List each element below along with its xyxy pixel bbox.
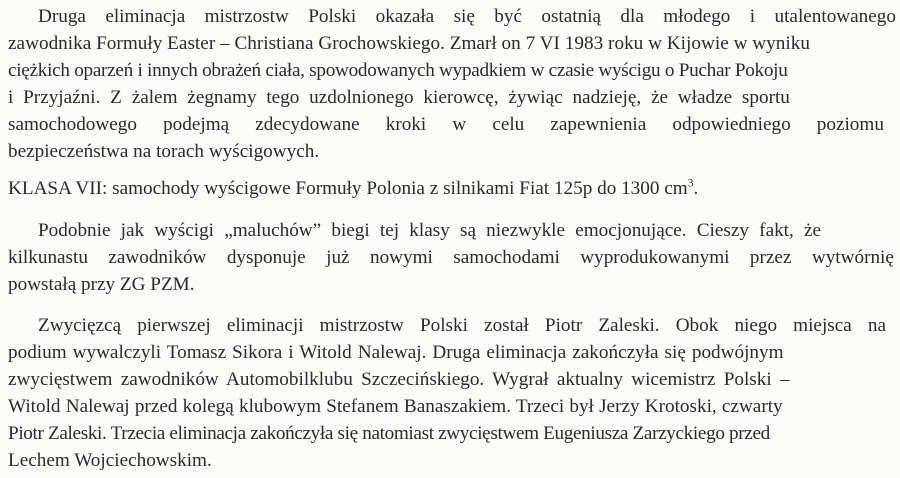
word: pierwszej — [137, 315, 211, 336]
word: dla — [620, 6, 644, 27]
word: zdecydowane — [255, 114, 360, 135]
paragraph-1-line-5 — [8, 112, 884, 138]
paragraph-2-line-2 — [8, 245, 894, 271]
word: kilkunastu — [8, 247, 88, 268]
word: nowymi — [369, 247, 433, 268]
word: się — [453, 6, 475, 27]
word: eliminacji — [226, 315, 304, 336]
word: mistrzostw — [204, 6, 289, 27]
paragraph-2-line-3: powstałą przy ZG PZM. — [8, 274, 195, 295]
word: Obok — [675, 315, 719, 336]
word: być — [494, 6, 522, 27]
word: przez — [749, 247, 792, 268]
word: Zaleski. — [598, 315, 660, 336]
word: okazała — [375, 6, 435, 27]
klasa-text: KLASA VII: samochody wyścigowe Formuły Polonia z silnikami Fiat 125p do 1300 cm — [8, 178, 688, 199]
paragraph-1-line-3: ciężkich oparzeń i innych obrażeń ciała, spowodowanych wypadkiem w czasie wyścigu o Puchar Pokoju — [8, 60, 788, 81]
word: Druga — [38, 6, 86, 27]
word: w — [452, 114, 467, 135]
word: młodego — [663, 6, 731, 27]
paragraph-3-line-1 — [38, 313, 886, 339]
word: eliminacja — [105, 6, 186, 27]
word: poziomu — [816, 114, 884, 135]
klasa-heading — [8, 176, 896, 202]
paragraph-3-line-5: Piotr Zaleski. Trzecia eliminacja zakończyła się natomiast zwycięstwem Eugeniusza Zarzyckiego przed — [8, 423, 770, 444]
klasa-end: . — [693, 178, 699, 199]
word: zapewnienia — [550, 114, 647, 135]
word: Polski — [308, 6, 357, 27]
word: odpowiedniego — [672, 114, 791, 135]
word: i — [749, 6, 756, 27]
word: miejsca — [793, 315, 852, 336]
word: Piotr — [544, 315, 583, 336]
word: wyprodukowanymi — [580, 247, 730, 268]
word: ostatnią — [541, 6, 602, 27]
word: na — [867, 315, 886, 336]
paragraph-1-line-4: i Przyjaźni. Z żalem żegnamy tego uzdolnionego kierowcę, żywiąc nadzieję, że władze sportu — [8, 87, 790, 108]
paragraph-1-line-2: zawodnika Formuły Easter – Christiana Grochowskiego. Zmarł on 7 VI 1983 roku w Kijowie w wyniku — [8, 33, 810, 54]
word: samochodami — [453, 247, 560, 268]
word: podejmą — [163, 114, 230, 135]
word: mistrzostw — [319, 315, 404, 336]
paragraph-2-line-1: Podobnie jak wyścigi „maluchów” biegi tej klasy są niezwykle emocjonujące. Cieszy fakt, że — [38, 220, 822, 241]
klasa-superscript: 3 — [687, 177, 694, 190]
paragraph-3-line-3: zwycięstwem zawodników Automobilklubu Szczecińskiego. Wygrał aktualny wicemistrz Polski – — [8, 369, 790, 390]
paragraph-3-line-2: podium wywalczyli Tomasz Sikora i Witold Nalewaj. Druga eliminacja zakończyła się podwójnym — [8, 342, 784, 363]
paragraph-1-line-6: bezpieczeństwa na torach wyścigowych. — [8, 141, 320, 162]
word: dysponuje — [226, 247, 306, 268]
word: utalentowanego — [774, 6, 896, 27]
word: został — [484, 315, 529, 336]
word: samochodowego — [8, 114, 137, 135]
word: Zwycięzcą — [38, 315, 122, 336]
word: Polski — [419, 315, 468, 336]
paragraph-3-line-4: Witold Nalewaj przed kolegą klubowym Stefanem Banaszakiem. Trzeci był Jerzy Krotoski, czwarty — [8, 396, 783, 417]
word: kroki — [385, 114, 427, 135]
word: wytwórnię — [811, 247, 894, 268]
word: celu — [492, 114, 525, 135]
word: już — [326, 247, 350, 268]
paragraph-1-line-1 — [38, 4, 896, 30]
word: zawodników — [108, 247, 207, 268]
paragraph-3-line-6: Lechem Wojciechowskim. — [8, 450, 212, 471]
word: niego — [734, 315, 778, 336]
